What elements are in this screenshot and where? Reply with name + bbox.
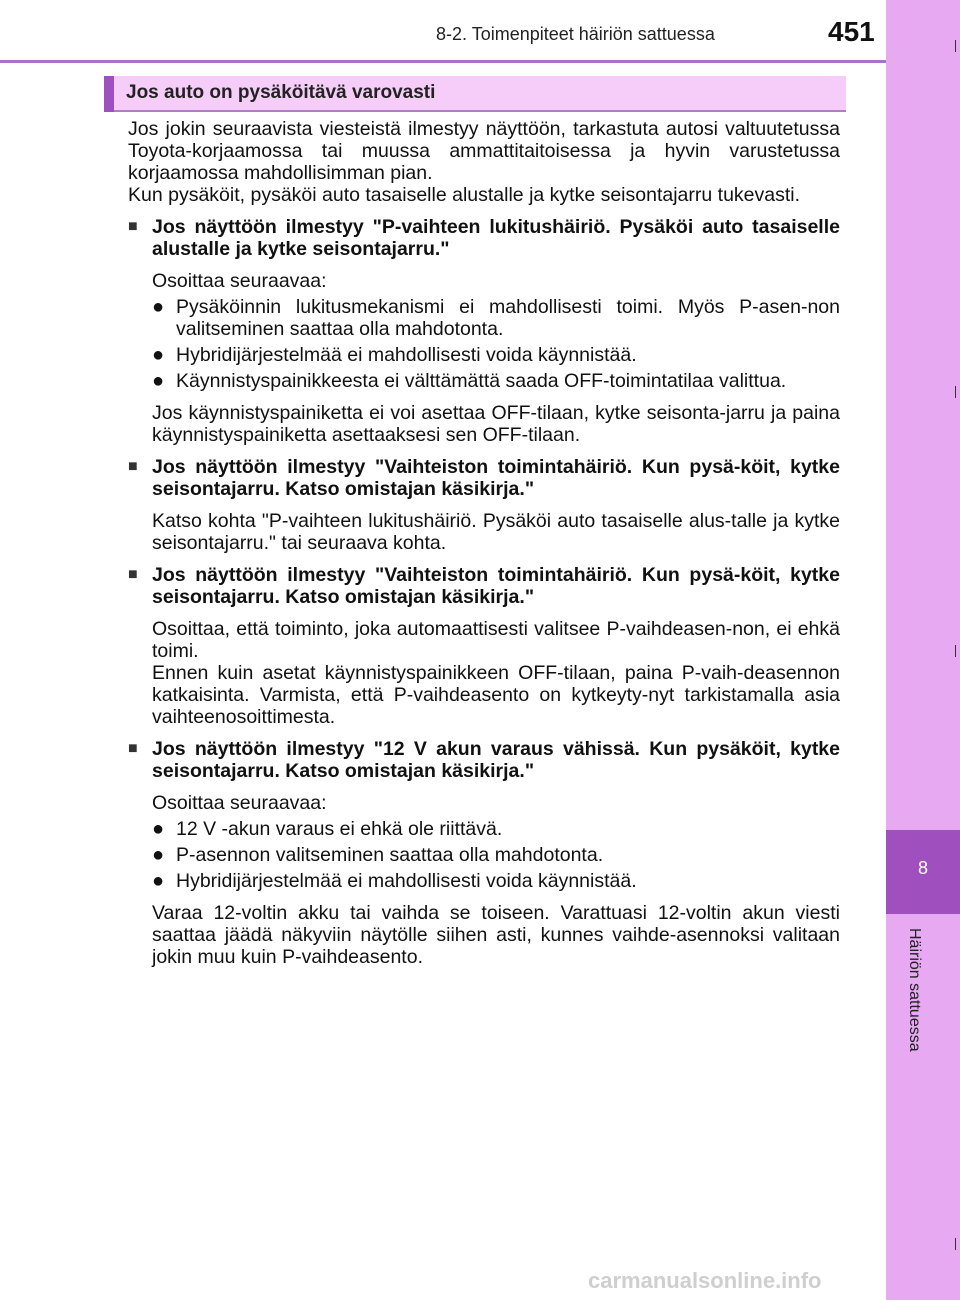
round-bullet-icon: ●: [152, 370, 165, 392]
subsection-heading: [128, 564, 840, 608]
subsection-body: [152, 510, 840, 554]
round-bullet-icon: ●: [152, 870, 165, 892]
square-bullet-icon: ■: [128, 740, 138, 757]
intro-paragraph: Kun pysäköit, pysäköi auto tasaiselle alustalle ja kytke seisontajarru tukevasti.: [128, 184, 801, 206]
watermark: carmanualsonline.info: [588, 1268, 822, 1293]
square-bullet-icon: ■: [128, 218, 138, 235]
list-item: ● Pysäköinnin lukitusmekanismi ei mahdollisesti toimi. Myös P-asen-non valitseminen saattaa olla mahdotonta.: [152, 296, 840, 340]
subsection-title: Jos näyttöön ilmestyy "P-vaihteen lukitushäiriö. Pysäköi auto tasaiselle alustalle ja kytke seisontajarru.": [152, 216, 840, 260]
body-paragraph: Varaa 12-voltin akku tai vaihda se toiseen. Varattuasi 12-voltin akun viesti saattaa jäädä näkyviin näytölle siihen asti, kunnes vaihde-asennoksi valitaan jokin muu kuin P-vaihdeasento.: [152, 902, 840, 968]
crop-mark: [955, 645, 956, 657]
subsection-body: [152, 270, 840, 446]
round-bullet-icon: ●: [152, 344, 165, 366]
lead-text: Osoittaa seuraavaa:: [152, 792, 327, 814]
running-header: 8-2. Toimenpiteet häiriön sattuessa: [436, 24, 715, 44]
body-paragraph: Jos käynnistyspainiketta ei voi asettaa OFF-tilaan, kytke seisonta-jarru ja paina käynnistyspainiketta asettaaksesi sen OFF-tilaan.: [152, 402, 840, 446]
subsection-heading: [128, 456, 840, 500]
section-heading-accent: [104, 76, 114, 112]
header-rule: [0, 60, 886, 63]
list-item: ● 12 V -akun varaus ei ehkä ole riittävä.: [152, 818, 503, 840]
subsection-title: Jos näyttöön ilmestyy "Vaihteiston toimintahäiriö. Kun pysä-köit, kytke seisontajarru. Katso omistajan käsikirja.": [152, 564, 840, 608]
list-item: ● Hybridijärjestelmää ei mahdollisesti voida käynnistää.: [152, 870, 637, 892]
chapter-number: 8: [917, 858, 928, 878]
list-item: ● Käynnistyspainikkeesta ei välttämättä saada OFF-toimintatilaa valittua.: [152, 370, 787, 392]
list-item: ● P-asennon valitseminen saattaa olla mahdotonta.: [152, 844, 604, 866]
subsection-heading: [128, 738, 840, 782]
subsection-title: Jos näyttöön ilmestyy "12 V akun varaus vähissä. Kun pysäköit, kytke seisontajarru. Katso omistajan käsikirja.": [152, 738, 840, 782]
list-item: ● Hybridijärjestelmää ei mahdollisesti voida käynnistää.: [152, 344, 637, 366]
side-thumb-strip: [886, 0, 960, 1300]
round-bullet-icon: ●: [152, 818, 165, 840]
intro-paragraph: Jos jokin seuraavista viesteistä ilmestyy näyttöön, tarkastuta autosi valtuutetussa Toyota-korjaamossa tai muussa ammattitaitoisessa ja hyvin varustetussa korjaamossa mahdollisimman pian.: [128, 118, 840, 184]
subsection-body: [152, 618, 840, 728]
round-bullet-icon: ●: [152, 296, 165, 318]
square-bullet-icon: ■: [128, 458, 138, 475]
body-paragraph: Osoittaa, että toiminto, joka automaattisesti valitsee P-vaihdeasen-non, ei ehkä toimi.: [152, 618, 840, 662]
body-paragraph: Katso kohta "P-vaihteen lukitushäiriö. Pysäköi auto tasaiselle alus-talle ja kytke seisontajarru." tai seuraava kohta.: [152, 510, 840, 554]
body-paragraph: Ennen kuin asetat käynnistyspainikkeen OFF-tilaan, paina P-vaih-deasennon katkaisinta. Varmista, että P-vaihdeasento on kytkeyty-nyt tarkistamalla asia vaihteenosoittimesta.: [152, 662, 840, 728]
subsection-heading: [128, 216, 840, 260]
crop-mark: [955, 40, 956, 52]
page-number: 451: [828, 16, 875, 47]
square-bullet-icon: ■: [128, 566, 138, 583]
round-bullet-icon: ●: [152, 844, 165, 866]
section-heading: Jos auto on pysäköitävä varovasti: [126, 82, 436, 103]
chapter-label: Häiriön sattuessa: [906, 928, 923, 1052]
subsection-body: [152, 792, 840, 968]
subsection-title: Jos näyttöön ilmestyy "Vaihteiston toimintahäiriö. Kun pysä-köit, kytke seisontajarru. Katso omistajan käsikirja.": [152, 456, 840, 500]
crop-mark: [955, 1238, 956, 1250]
crop-mark: [955, 386, 956, 398]
body-content: [128, 118, 840, 968]
lead-text: Osoittaa seuraavaa:: [152, 270, 327, 292]
